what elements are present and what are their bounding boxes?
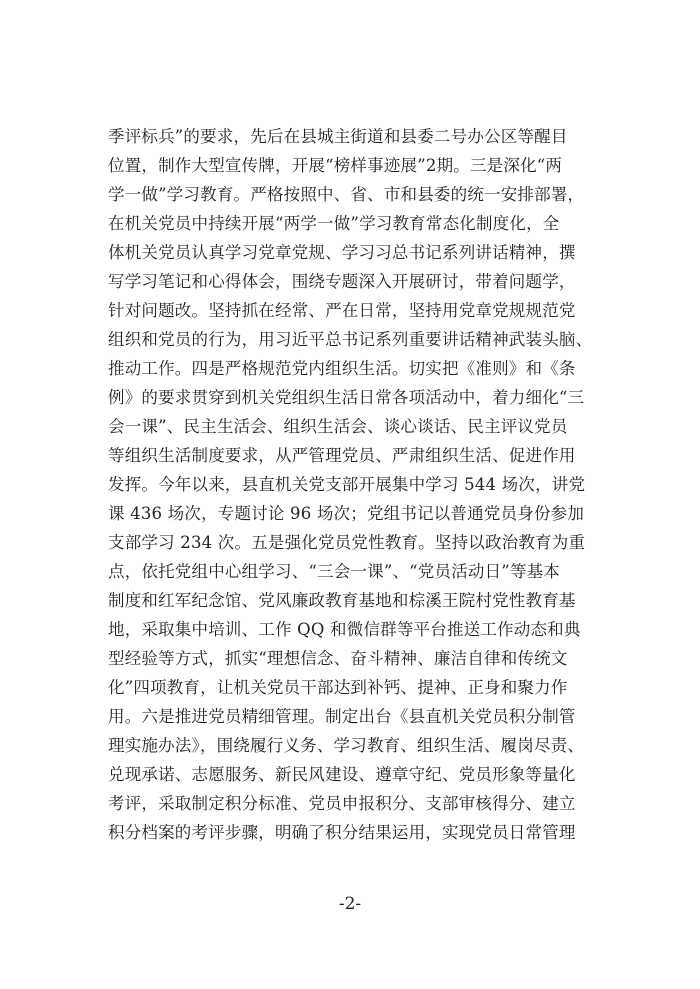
text-line: 会一课”、民主生活会、组织生活会、谈心谈话、民主评议党员 xyxy=(108,417,568,436)
text-line: 推动工作。四是严格规范党内组织生活。切实把《准则》和《条 xyxy=(108,359,576,378)
body-text xyxy=(108,122,618,847)
text-line: 积分档案的考评步骤，明确了积分结果运用，实现党员日常管理 xyxy=(108,823,576,842)
text-line: 点，依托党组中心组学习、“三会一课”、“党员活动日”等基本 xyxy=(108,562,561,581)
text-line: 化”四项教育，让机关党员干部达到补钙、提神、正身和聚力作 xyxy=(108,678,568,697)
text-line: 制度和红军纪念馆、党风廉政教育基地和棕溪王院村党性教育基 xyxy=(108,591,576,610)
text-line: 发挥。今年以来，县直机关党支部开展集中学习 544 场次，讲党 xyxy=(108,475,586,494)
text-line: 考评，采取制定积分标准、党员申报积分、支部审核得分、建立 xyxy=(108,794,576,813)
text-line: 体机关党员认真学习党章党规、学习习总书记系列讲话精神，撰 xyxy=(108,243,576,262)
text-line: 用。六是推进党员精细管理。制定出台《县直机关党员积分制管 xyxy=(108,707,576,726)
text-line: 等组织生活制度要求，从严管理党员、严肃组织生活、促进作用 xyxy=(108,446,576,465)
text-line: 组织和党员的行为，用习近平总书记系列重要讲话精神武装头脑、 xyxy=(108,330,593,349)
text-line: 理实施办法》，围绕履行义务、学习教育、组织生活、履岗尽责、 xyxy=(108,736,585,755)
text-line: 课 436 场次，专题讨论 96 场次；党组书记以普通党员身份参加 xyxy=(108,504,585,523)
text-line: 季评标兵”的要求，先后在县城主街道和县委二号办公区等醒目 xyxy=(108,127,568,146)
text-line: 支部学习 234 次。五是强化党员党性教育。坚持以政治教育为重 xyxy=(108,533,586,552)
text-line: 位置，制作大型宣传牌，开展“榜样事迹展”2期。三是深化“两 xyxy=(108,156,563,175)
text-line: 写学习笔记和心得体会，围绕专题深入开展研讨，带着问题学， xyxy=(108,272,576,291)
text-line: 学一做”学习教育。严格按照中、省、市和县委的统一安排部署， xyxy=(108,185,585,204)
text-line: 兑现承诺、志愿服务、新民风建设、遵章守纪、党员形象等量化 xyxy=(108,765,576,784)
text-line: 针对问题改。坚持抓在经常、严在日常，坚持用党章党规规范党 xyxy=(108,301,576,320)
text-line: 地，采取集中培训、工作 QQ 和微信群等平台推送工作动态和典 xyxy=(108,620,581,639)
page-number: -2- xyxy=(338,894,362,914)
text-line: 例》的要求贯穿到机关党组织生活日常各项活动中，着力细化“三 xyxy=(108,388,585,407)
text-line: 型经验等方式，抓实“理想信念、奋斗精神、廉洁自律和传统文 xyxy=(108,649,568,668)
text-line: 在机关党员中持续开展“两学一做”学习教育常态化制度化，全 xyxy=(108,214,560,233)
